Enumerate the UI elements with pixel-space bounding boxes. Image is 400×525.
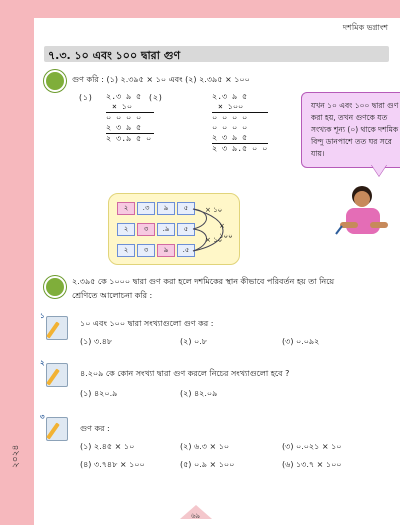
diagram-cell: ৫ bbox=[177, 223, 195, 236]
q3-item: (৩) ০.০২১ × ১০ bbox=[282, 442, 342, 451]
page-number: ৬৯ bbox=[191, 512, 201, 520]
mult-left-line: ২ ৩.৯ ৫ ০ bbox=[106, 134, 152, 143]
discussion-line-2: শ্রেণিতে আলোচনা করি : bbox=[72, 291, 153, 300]
student-icon bbox=[334, 178, 394, 248]
diagram-cell: ৩ bbox=[137, 223, 155, 236]
mult-right-line: ০ ০ ০ ০ bbox=[212, 123, 248, 132]
discussion-line-1: ২.৩৯৫ কে ১০০০ দ্বারা গুণ করা হলে দশমিকের স্থান কীভাবে পরিবর্তন হয় তা নিয়ে bbox=[72, 277, 335, 286]
q3-item: (৬) ১৩.৭ × ১০০ bbox=[282, 460, 342, 469]
pencil-icon bbox=[46, 316, 68, 340]
q3-item: (১) ২.৪৫ × ১০ bbox=[80, 442, 135, 451]
diagram-arrow-label: × ১০০ bbox=[219, 222, 233, 240]
chapter-title-right: দশমিক ভগ্নাংশ bbox=[342, 23, 388, 32]
diagram-cell: .৯ bbox=[157, 223, 175, 236]
diagram-cell: ৯ bbox=[157, 202, 175, 215]
decimal-shift-diagram bbox=[108, 193, 240, 265]
q1-prompt: ১০ এবং ১০০ দ্বারা সংখ্যাগুলো গুণ কর : bbox=[80, 319, 214, 328]
mult-right-label: (২) bbox=[148, 93, 163, 102]
diagram-cell: ৩ bbox=[137, 244, 155, 257]
callout-bubble bbox=[301, 92, 400, 166]
q1-item: (১) ৩.৪৮ bbox=[80, 337, 113, 346]
mult-left-line: ২ ৩ ৯ ৫ bbox=[106, 123, 142, 132]
q3-item: (৪) ৩.৭৪৮ × ১০০ bbox=[80, 460, 145, 469]
callout-tail bbox=[371, 164, 387, 176]
diagram-arrow-label: × ১০ bbox=[205, 236, 223, 244]
diagram-cell: ৫ bbox=[177, 202, 195, 215]
circle-badge-icon bbox=[44, 70, 66, 92]
diagram-row-3 bbox=[117, 244, 195, 257]
diagram-cell: ২ bbox=[117, 202, 135, 215]
exercise-intro: গুণ করি : (১) ২.৩৯৫ × ১০ এবং (২) ২.৩৯৫ × ১০০ bbox=[72, 75, 250, 84]
diagram-cell: ২ bbox=[117, 244, 135, 257]
diagram-cell: .৫ bbox=[177, 244, 195, 257]
mult-left-line: × ১০ bbox=[112, 102, 133, 111]
question-number: ২ bbox=[40, 359, 45, 367]
mult-right-line: ২ ৩ ৯.৫ ০ ০ bbox=[212, 144, 268, 153]
diagram-cell: ৯ bbox=[157, 244, 175, 257]
circle-badge-icon bbox=[44, 276, 66, 298]
student-illustration bbox=[334, 178, 394, 248]
mult-left-block bbox=[106, 92, 154, 144]
callout-text: যখন ১০ এবং ১০০ দ্বারা গুণ করা হয়, তখন গুণকে যত সংখ্যক শূন্য (০) থাকে দশমিক বিন্দু ডানপাশে তত ঘর সরে যায়। bbox=[311, 101, 399, 158]
question-number: ৩ bbox=[40, 413, 45, 421]
page bbox=[34, 18, 400, 525]
mult-right-line: ২.৩ ৯ ৫ bbox=[212, 92, 248, 101]
mult-right-line: ২ ৩ ৯ ৫ bbox=[212, 133, 248, 142]
q2-item: (২) ৪২.০৯ bbox=[180, 389, 218, 398]
q3-item: (৫) ০.৯ × ১০০ bbox=[180, 460, 235, 469]
q3-item: (২) ৬.৩ × ১০ bbox=[180, 442, 230, 451]
section-title: ৭.৩. ১০ এবং ১০০ দ্বারা গুণ bbox=[48, 49, 181, 62]
mult-right-line: × ১০০ bbox=[218, 102, 244, 111]
diagram-row-1 bbox=[117, 202, 195, 215]
question-number: ১ bbox=[40, 312, 45, 320]
diagram-cell: .৩ bbox=[137, 202, 155, 215]
pencil-icon bbox=[46, 417, 68, 441]
mult-left-label: (১) bbox=[78, 93, 93, 102]
q2-prompt: ৪.২০৯ কে কোন সংখ্যা দ্বারা গুণ করলে নিচের সংখ্যাগুলো হবে ? bbox=[80, 369, 290, 378]
q2-item: (১) ৪২০.৯ bbox=[80, 389, 118, 398]
diagram-row-2 bbox=[117, 223, 195, 236]
diagram-arrow-label: × ১০ bbox=[205, 206, 223, 214]
mult-left-line: ০ ০ ০ ০ bbox=[106, 113, 142, 122]
pencil-icon bbox=[46, 363, 68, 387]
mult-right-line: ০ ০ ০ ০ bbox=[212, 113, 248, 122]
mult-left-line: ২.৩ ৯ ৫ bbox=[106, 92, 142, 101]
mult-right-block bbox=[212, 92, 268, 154]
side-year-number: ২০২৪ bbox=[11, 444, 21, 468]
q1-item: (৩) ০.০৯২ bbox=[282, 337, 320, 346]
q1-item: (২) ০.৮ bbox=[180, 337, 207, 346]
diagram-cell: ২ bbox=[117, 223, 135, 236]
q3-prompt: গুণ কর : bbox=[80, 424, 110, 433]
